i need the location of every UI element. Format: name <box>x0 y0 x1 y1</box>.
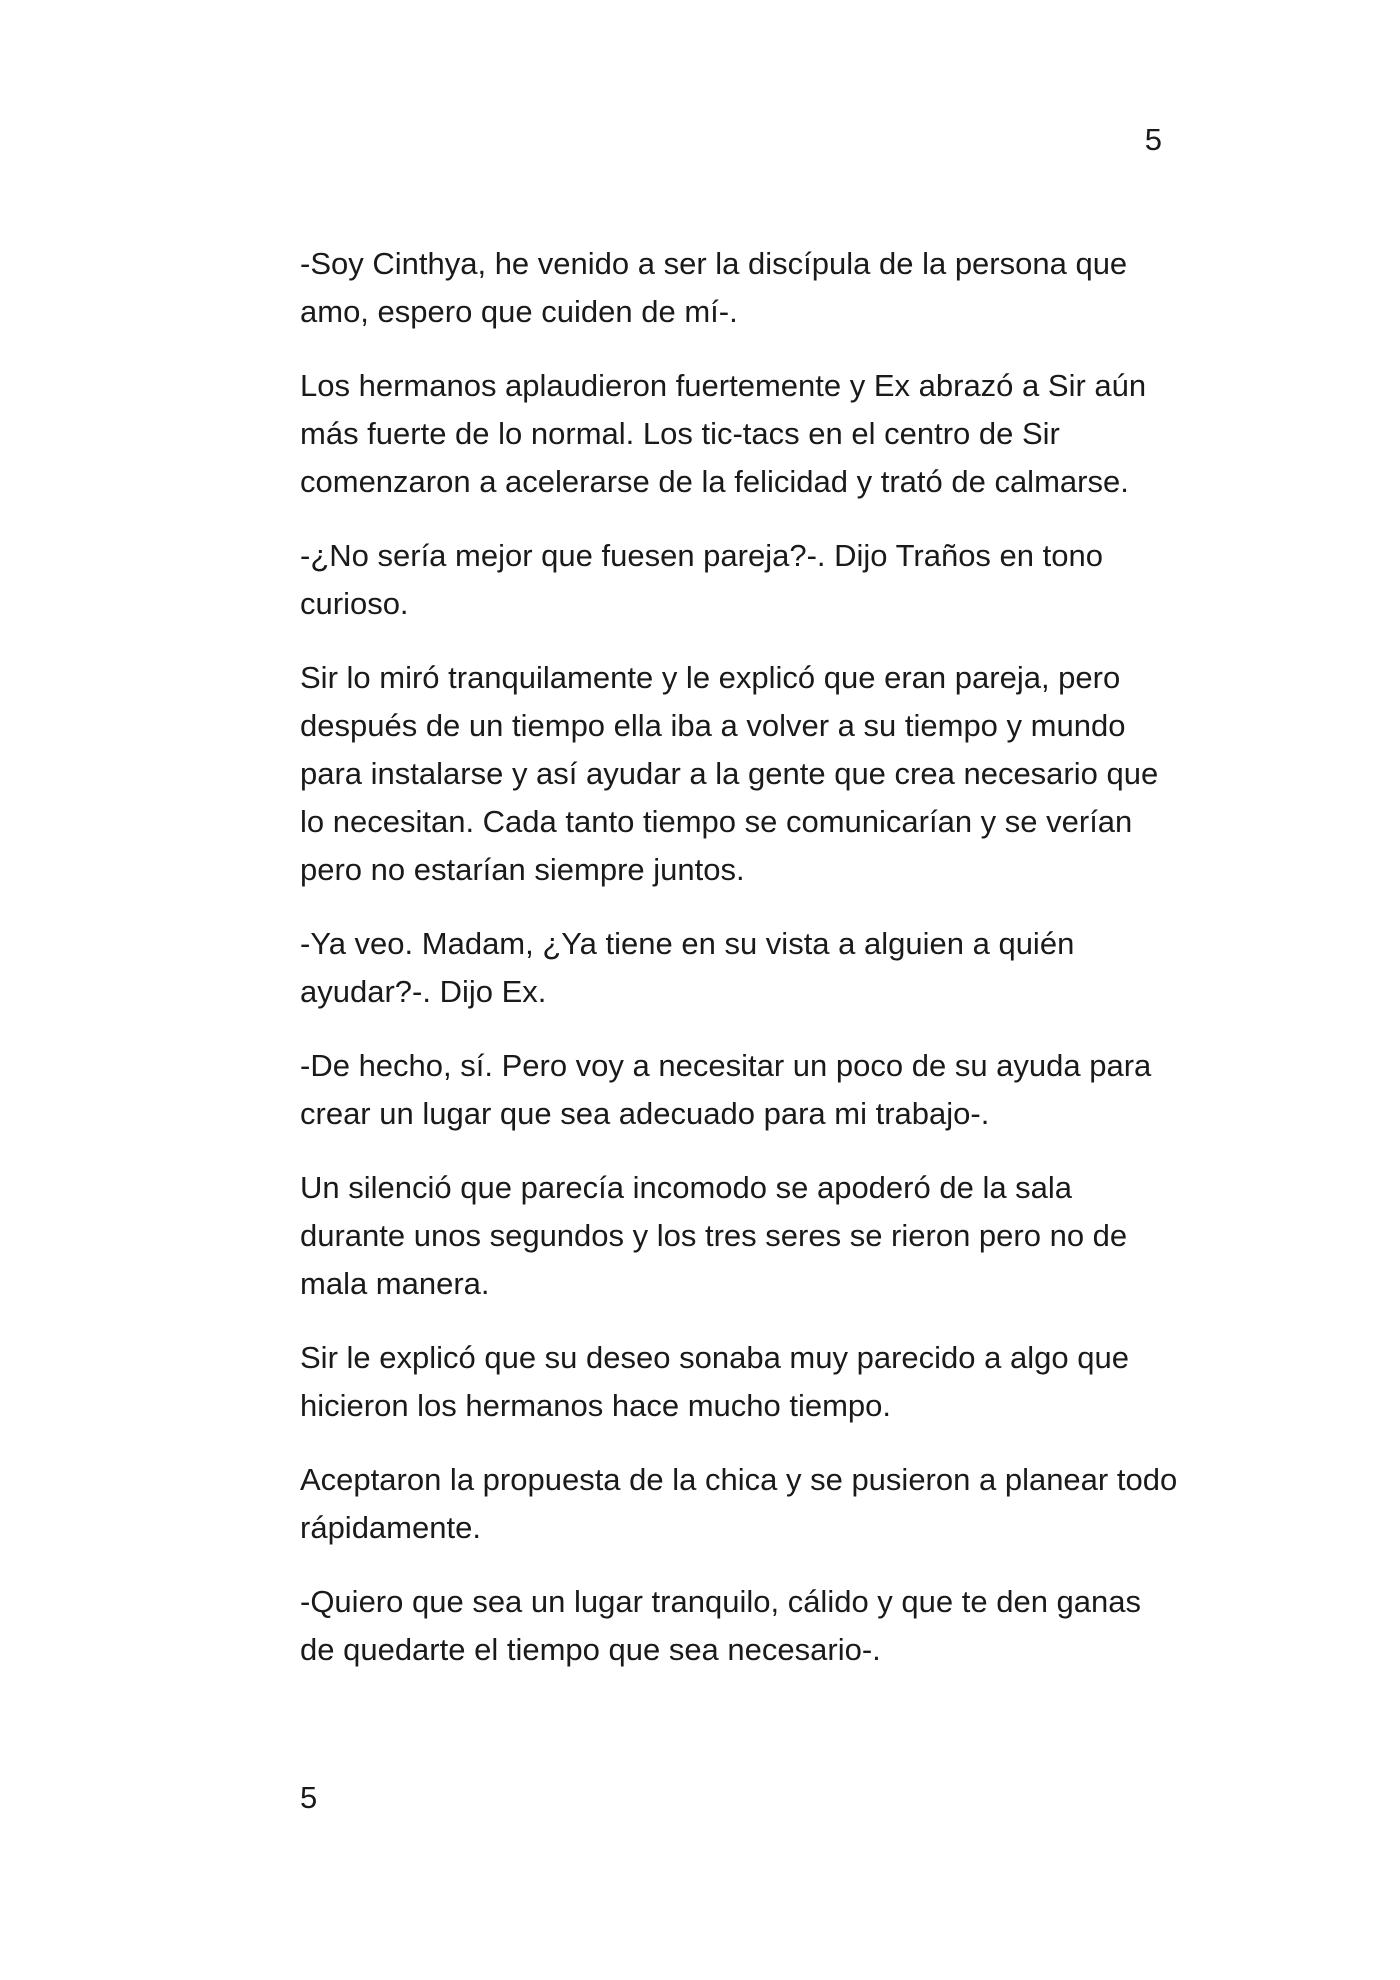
paragraph: -¿No sería mejor que fuesen pareja?-. Dijo Traños en tono curioso. <box>300 538 1103 621</box>
paragraph: -Quiero que sea un lugar tranquilo, cálido y que te den ganas de quedarte el tiempo que sea necesario-. <box>300 1584 1142 1667</box>
page-number-top: 5 <box>1144 122 1162 157</box>
paragraph: Sir lo miró tranquilamente y le explicó que eran pareja, pero después de un tiempo ella iba a volver a su tiempo y mundo para instalarse y así ayudar a la gente que crea necesario que lo necesitan. Cada tanto tiempo se comunicarían y se verían pero no estarían siempre juntos. <box>300 660 1159 887</box>
paragraph: -De hecho, sí. Pero voy a necesitar un poco de su ayuda para crear un lugar que sea adecuado para mi trabajo-. <box>300 1048 1152 1131</box>
paragraph: Los hermanos aplaudieron fuertemente y Ex abrazó a Sir aún más fuerte de lo normal. Los tic-tacs en el centro de Sir comenzaron a acelerarse de la felicidad y trató de calmarse. <box>300 368 1147 499</box>
paragraph: Aceptaron la propuesta de la chica y se pusieron a planear todo rápidamente. <box>300 1462 1178 1545</box>
page-number-bottom: 5 <box>300 1780 318 1815</box>
paragraph: Un silenció que parecía incomodo se apoderó de la sala durante unos segundos y los tres seres se rieron pero no de mala manera. <box>300 1170 1128 1301</box>
paragraph: -Soy Cinthya, he venido a ser la discípula de la persona que amo, espero que cuiden de mí-. <box>300 246 1128 329</box>
page-body <box>300 240 1180 1700</box>
paragraph: -Ya veo. Madam, ¿Ya tiene en su vista a alguien a quién ayudar?-. Dijo Ex. <box>300 926 1075 1009</box>
paragraph: Sir le explicó que su deseo sonaba muy parecido a algo que hicieron los hermanos hace mucho tiempo. <box>300 1340 1129 1423</box>
